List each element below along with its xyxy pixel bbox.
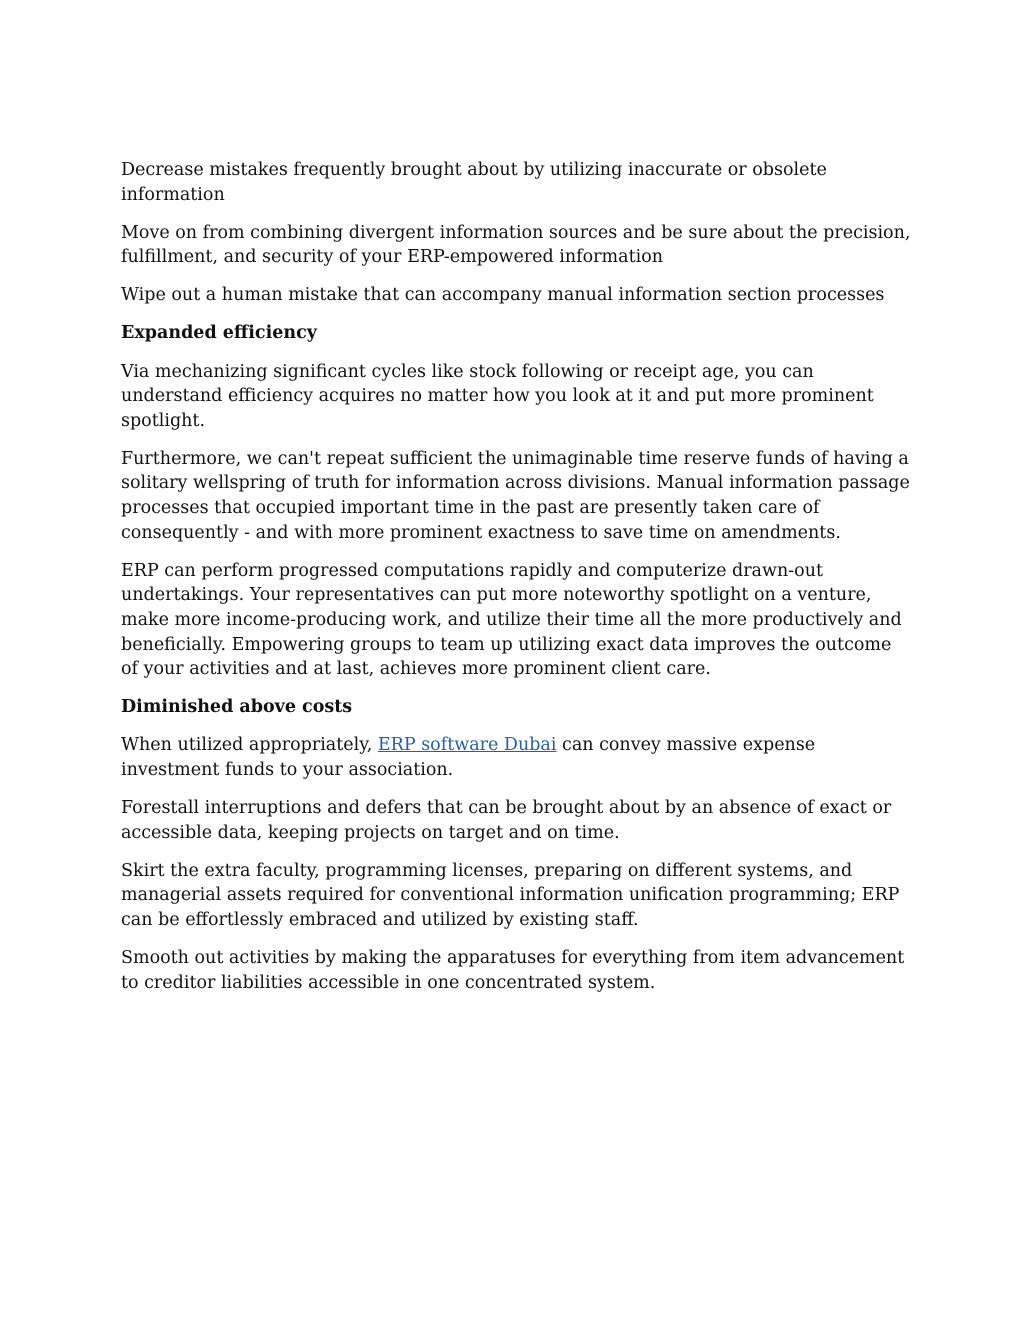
paragraph-forestall: Forestall interruptions and defers that can be brought about by an absence of exact or accessible data, keeping projects on target and on time. bbox=[121, 797, 892, 843]
paragraph-when-utilized bbox=[121, 733, 911, 782]
erp-software-dubai-link[interactable]: ERP software Dubai bbox=[377, 735, 557, 756]
heading-diminished-costs: Diminished above costs bbox=[121, 697, 353, 718]
paragraph-move-on: Move on from combining divergent information sources and be sure about the precision, fulfillment, and security of your ERP-empowered information bbox=[121, 222, 911, 268]
paragraph-wipe-out: Wipe out a human mistake that can accompany manual information section processes bbox=[121, 285, 885, 306]
paragraph-text-before-link: When utilized appropriately, bbox=[121, 735, 378, 756]
paragraph-decrease-mistakes: Decrease mistakes frequently brought about by utilizing inaccurate or obsolete information bbox=[121, 160, 827, 205]
heading-expanded-efficiency: Expanded efficiency bbox=[121, 323, 317, 344]
paragraph-skirt: Skirt the extra faculty, programming licenses, preparing on different systems, and managerial assets required for conventional information unification programming; ERP can be effortlessly embraced and utilized by existing staff. bbox=[121, 860, 900, 930]
paragraph-furthermore: Furthermore, we can't repeat sufficient the unimaginable time reserve funds of having a solitary wellspring of truth for information across divisions. Manual information passage processes that occupied important time in the past are presently taken care of consequently - and with more prominent exactness to save time on amendments. bbox=[121, 448, 910, 543]
paragraph-mechanizing: Via mechanizing significant cycles like stock following or receipt age, you can understand efficiency acquires no matter how you look at it and put more prominent spotlight. bbox=[121, 361, 874, 431]
paragraph-text-after-link: can convey massive expense investment funds to your association. bbox=[121, 735, 816, 780]
paragraph-smooth-out: Smooth out activities by making the apparatuses for everything from item advancement to creditor liabilities accessible in one concentrated system. bbox=[121, 947, 905, 993]
paragraph-erp-computations: ERP can perform progressed computations rapidly and computerize drawn-out undertakings. Your representatives can put more noteworthy spotlight on a venture, make more income-producing work, and utilize their time all the more productively and beneficially. Empowering groups to team up utilizing exact data improves the outcome of your activities and at last, achieves more prominent client care. bbox=[121, 560, 902, 680]
document-page bbox=[121, 158, 911, 1009]
